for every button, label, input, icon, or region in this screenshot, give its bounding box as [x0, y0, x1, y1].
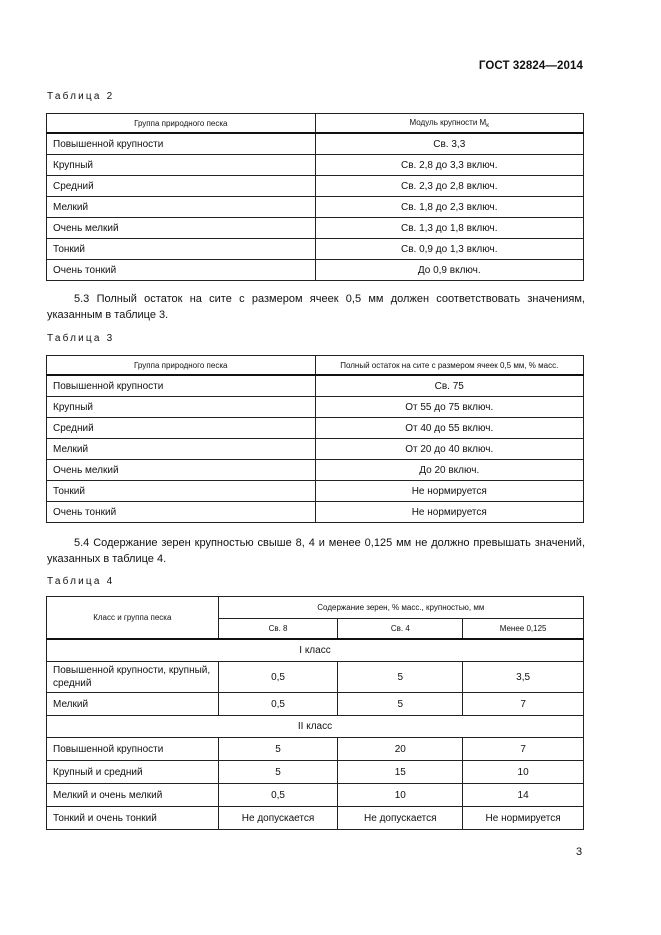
table-row	[47, 502, 584, 523]
cell-value: 10	[463, 761, 584, 784]
cell-value: Св. 2,3 до 2,8 включ.	[315, 176, 583, 197]
cell-group: Повышенной крупности	[47, 133, 316, 155]
table2-caption: Таблица 2	[47, 91, 115, 102]
table-row	[47, 397, 584, 418]
cell-value: Не нормируется	[315, 481, 584, 502]
cell-value: Св. 1,3 до 1,8 включ.	[315, 218, 583, 239]
cell-value: 15	[338, 761, 463, 784]
document-id: ГОСТ 32824—2014	[478, 60, 583, 72]
class2-label: II класс	[47, 716, 584, 738]
table-row	[47, 662, 584, 693]
cell-group: Очень мелкий	[47, 218, 316, 239]
table3	[46, 355, 584, 523]
cell-value: Не нормируется	[463, 807, 584, 830]
table-row	[47, 439, 584, 460]
table-row	[47, 807, 584, 830]
table4-subheader-under-0125: Менее 0,125	[463, 619, 584, 640]
table4	[46, 596, 584, 830]
table3-caption: Таблица 3	[47, 333, 115, 344]
table-row	[47, 418, 584, 439]
table4-group-header: Содержание зерен, % масс., крупностью, мм	[218, 597, 583, 619]
cell-value: Не допускается	[218, 807, 338, 830]
cell-group: Тонкий	[47, 239, 316, 260]
table3-col1-header: Группа природного песка	[47, 356, 316, 376]
table-row	[47, 738, 584, 761]
table-row	[47, 239, 584, 260]
table4-subheader-over-4: Св. 4	[338, 619, 463, 640]
table-row	[47, 460, 584, 481]
table-row	[47, 218, 584, 239]
cell-group: Крупный и средний	[47, 761, 219, 784]
cell-group: Мелкий	[47, 439, 316, 460]
cell-group: Повышенной крупности	[47, 375, 316, 397]
cell-value: 7	[463, 738, 584, 761]
table4-subheader-over-8: Св. 8	[218, 619, 338, 640]
cell-value: 5	[338, 693, 463, 716]
cell-group: Мелкий и очень мелкий	[47, 784, 219, 807]
cell-value: 14	[463, 784, 584, 807]
cell-value: До 20 включ.	[315, 460, 584, 481]
table-row	[47, 693, 584, 716]
table-row	[47, 197, 584, 218]
table4-caption: Таблица 4	[47, 576, 115, 587]
table4-col1-header: Класс и группа песка	[47, 597, 219, 640]
cell-value: До 0,9 включ.	[315, 260, 583, 281]
table2	[46, 113, 584, 281]
cell-group: Мелкий	[47, 197, 316, 218]
class1-label: I класс	[47, 639, 584, 662]
cell-value: Св. 75	[315, 375, 584, 397]
table-row	[47, 155, 584, 176]
cell-group: Очень мелкий	[47, 460, 316, 481]
cell-value: 0,5	[218, 784, 338, 807]
cell-value: От 40 до 55 включ.	[315, 418, 584, 439]
table3-col2-header: Полный остаток на сите с размером ячеек 0,5 мм, % масс.	[315, 356, 584, 376]
cell-value: 5	[218, 761, 338, 784]
paragraph-5-3: 5.3 Полный остаток на сите с размером ячеек 0,5 мм должен соответствовать значениям, указанным в таблице 3.	[47, 293, 585, 321]
table-row	[47, 176, 584, 197]
cell-group: Крупный	[47, 397, 316, 418]
cell-group: Средний	[47, 176, 316, 197]
cell-value: От 55 до 75 включ.	[315, 397, 584, 418]
cell-group: Крупный	[47, 155, 316, 176]
cell-group: Тонкий	[47, 481, 316, 502]
cell-group: Повышенной крупности, крупный, средний	[47, 662, 219, 693]
cell-value: Не допускается	[338, 807, 463, 830]
cell-value: 20	[338, 738, 463, 761]
cell-group: Очень тонкий	[47, 260, 316, 281]
paragraph-5-4: 5.4 Содержание зерен крупностью свыше 8, 4 и менее 0,125 мм не должно превышать значений, указанных в таблице 4.	[47, 537, 585, 565]
cell-group: Мелкий	[47, 693, 219, 716]
cell-value: 5	[218, 738, 338, 761]
table2-col1-header: Группа природного песка	[47, 114, 316, 134]
cell-value: Св. 0,9 до 1,3 включ.	[315, 239, 583, 260]
cell-value: Не нормируется	[315, 502, 584, 523]
cell-value: От 20 до 40 включ.	[315, 439, 584, 460]
cell-value: 3,5	[463, 662, 584, 693]
cell-value: 0,5	[218, 662, 338, 693]
cell-value: Св. 3,3	[315, 133, 583, 155]
table-row	[47, 375, 584, 397]
table2-col2-header: Модуль крупности $М_к$	[315, 114, 583, 134]
cell-value: 0,5	[218, 693, 338, 716]
table-row	[47, 133, 584, 155]
cell-value: Св. 1,8 до 2,3 включ.	[315, 197, 583, 218]
cell-group: Средний	[47, 418, 316, 439]
table-row	[47, 761, 584, 784]
cell-group: Повышенной крупности	[47, 738, 219, 761]
table-row	[47, 481, 584, 502]
cell-group: Тонкий и очень тонкий	[47, 807, 219, 830]
page-number: 3	[576, 846, 583, 858]
table-row	[47, 784, 584, 807]
cell-group: Очень тонкий	[47, 502, 316, 523]
cell-value: Св. 2,8 до 3,3 включ.	[315, 155, 583, 176]
table-row	[47, 260, 584, 281]
cell-value: 5	[338, 662, 463, 693]
cell-value: 10	[338, 784, 463, 807]
cell-value: 7	[463, 693, 584, 716]
